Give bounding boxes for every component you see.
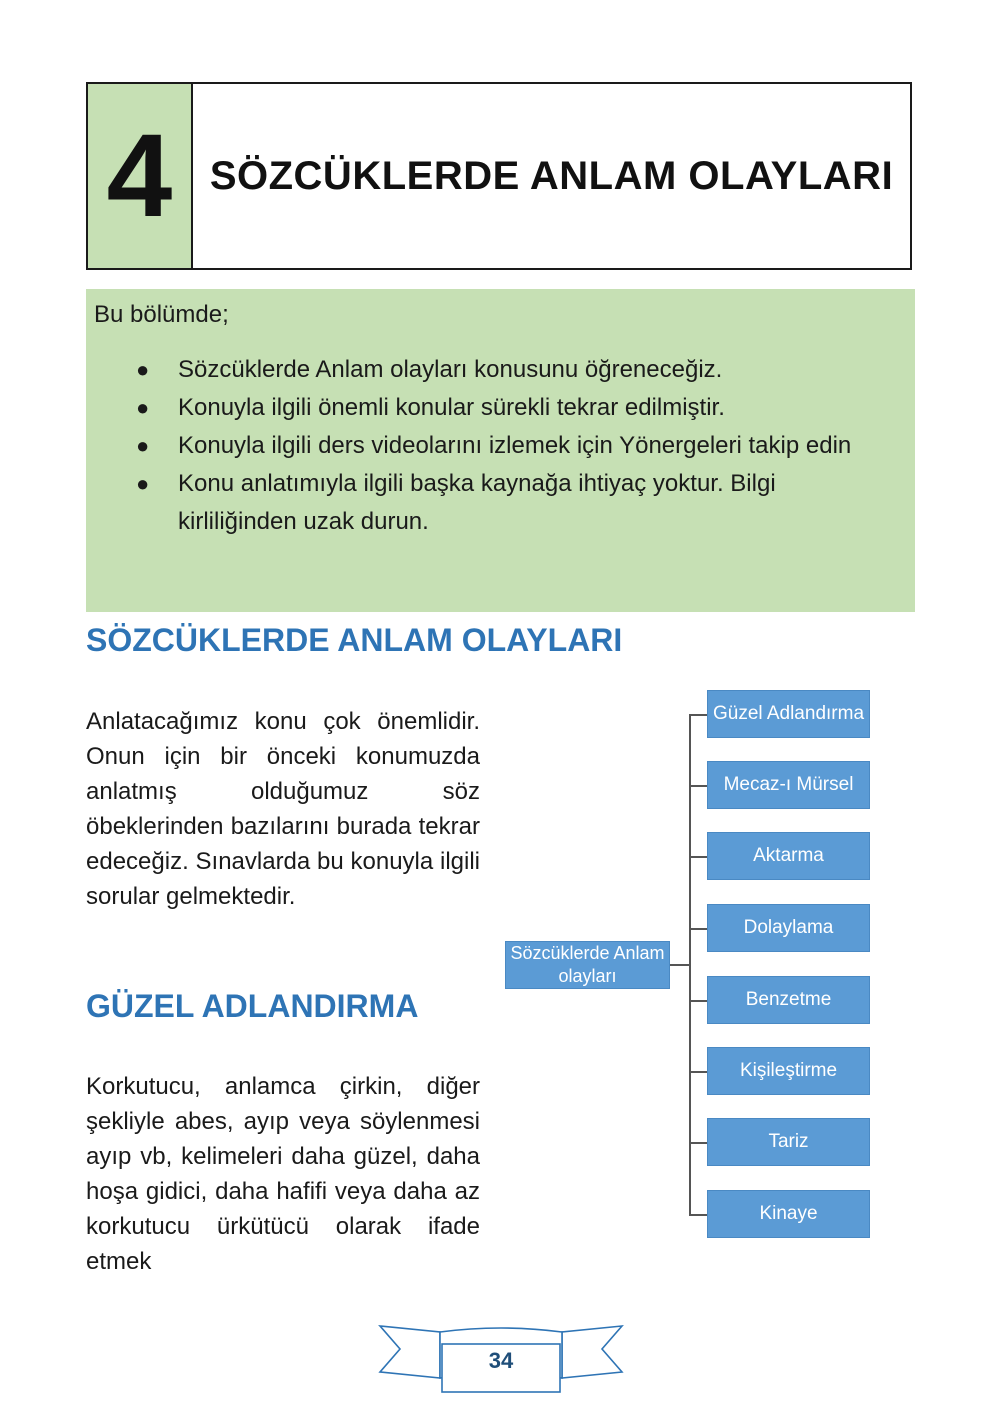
diagram-node-benzetme: Benzetme [707, 976, 870, 1024]
chapter-title: SÖZCÜKLERDE ANLAM OLAYLARI [209, 153, 894, 198]
page-number-banner [378, 1322, 624, 1394]
bullet-icon: ● [136, 357, 150, 382]
connector-branch [689, 1000, 707, 1002]
list-item [136, 427, 907, 465]
list-item [136, 465, 907, 541]
connector-root [670, 964, 690, 966]
connector-branch [689, 1142, 707, 1144]
list-item-text: Konuyla ilgili önemli konular sürekli tekrar edilmiştir. [178, 394, 725, 421]
connector-branch [689, 1071, 707, 1073]
connector-branch [689, 928, 707, 930]
bullet-icon: ● [136, 395, 150, 420]
intro-list [94, 351, 907, 541]
diagram-node-mecaz-i-mursel: Mecaz-ı Mürsel [707, 761, 870, 809]
concept-diagram [505, 690, 875, 1240]
list-item-text: Sözcüklerde Anlam olayları konusunu öğreneceğiz. [178, 356, 723, 383]
list-item [136, 351, 907, 389]
diagram-node-kinaye: Kinaye [707, 1190, 870, 1238]
intro-box [86, 289, 915, 612]
diagram-root-node: Sözcüklerde Anlam olayları [505, 941, 670, 989]
list-item-text: Konuyla ilgili ders videolarını izlemek için Yönergeleri takip edin [178, 432, 852, 459]
bullet-icon: ● [136, 471, 150, 496]
connector-trunk [689, 714, 691, 1216]
diagram-node-aktarma: Aktarma [707, 832, 870, 880]
chapter-number: 4 [88, 84, 193, 268]
section-heading-anlam-olaylari: SÖZCÜKLERDE ANLAM OLAYLARI [86, 622, 623, 658]
connector-branch [689, 856, 707, 858]
diagram-node-guzel-adlandirma: Güzel Adlandırma [707, 690, 870, 738]
connector-branch [689, 1214, 707, 1216]
section-heading-guzel-adlandirma: GÜZEL ADLANDIRMA [86, 988, 419, 1024]
section-body-anlam-olaylari: Anlatacağımız konu çok önemlidir. Onun için bir önceki konumuzda anlatmış olduğumuz söz öbeklerinden bazılarını burada tekrar edeceğiz. Sınavlarda bu konuyla ilgili sorular gelmektedir. [86, 708, 480, 910]
intro-heading: Bu bölümde; [94, 301, 229, 328]
chapter-header [86, 82, 912, 270]
bullet-icon: ● [136, 433, 150, 458]
list-item [136, 389, 907, 427]
list-item-text: Konu anlatımıyla ilgili başka kaynağa ihtiyaç yoktur. Bilgi kirliliğinden uzak durun. [178, 470, 776, 535]
page-number: 34 [488, 1348, 514, 1373]
diagram-node-kisilestirme: Kişileştirme [707, 1047, 870, 1095]
section-body-guzel-adlandirma: Korkutucu, anlamca çirkin, diğer şekliyle abes, ayıp veya söylenmesi ayıp vb, kelimeleri daha güzel, daha hoşa gidici, daha hafifi veya daha az korkutucu ürkütücü olarak ifade etmek [86, 1073, 480, 1275]
connector-branch [689, 714, 707, 716]
diagram-node-tariz: Tariz [707, 1118, 870, 1166]
diagram-node-dolaylama: Dolaylama [707, 904, 870, 952]
connector-branch [689, 785, 707, 787]
